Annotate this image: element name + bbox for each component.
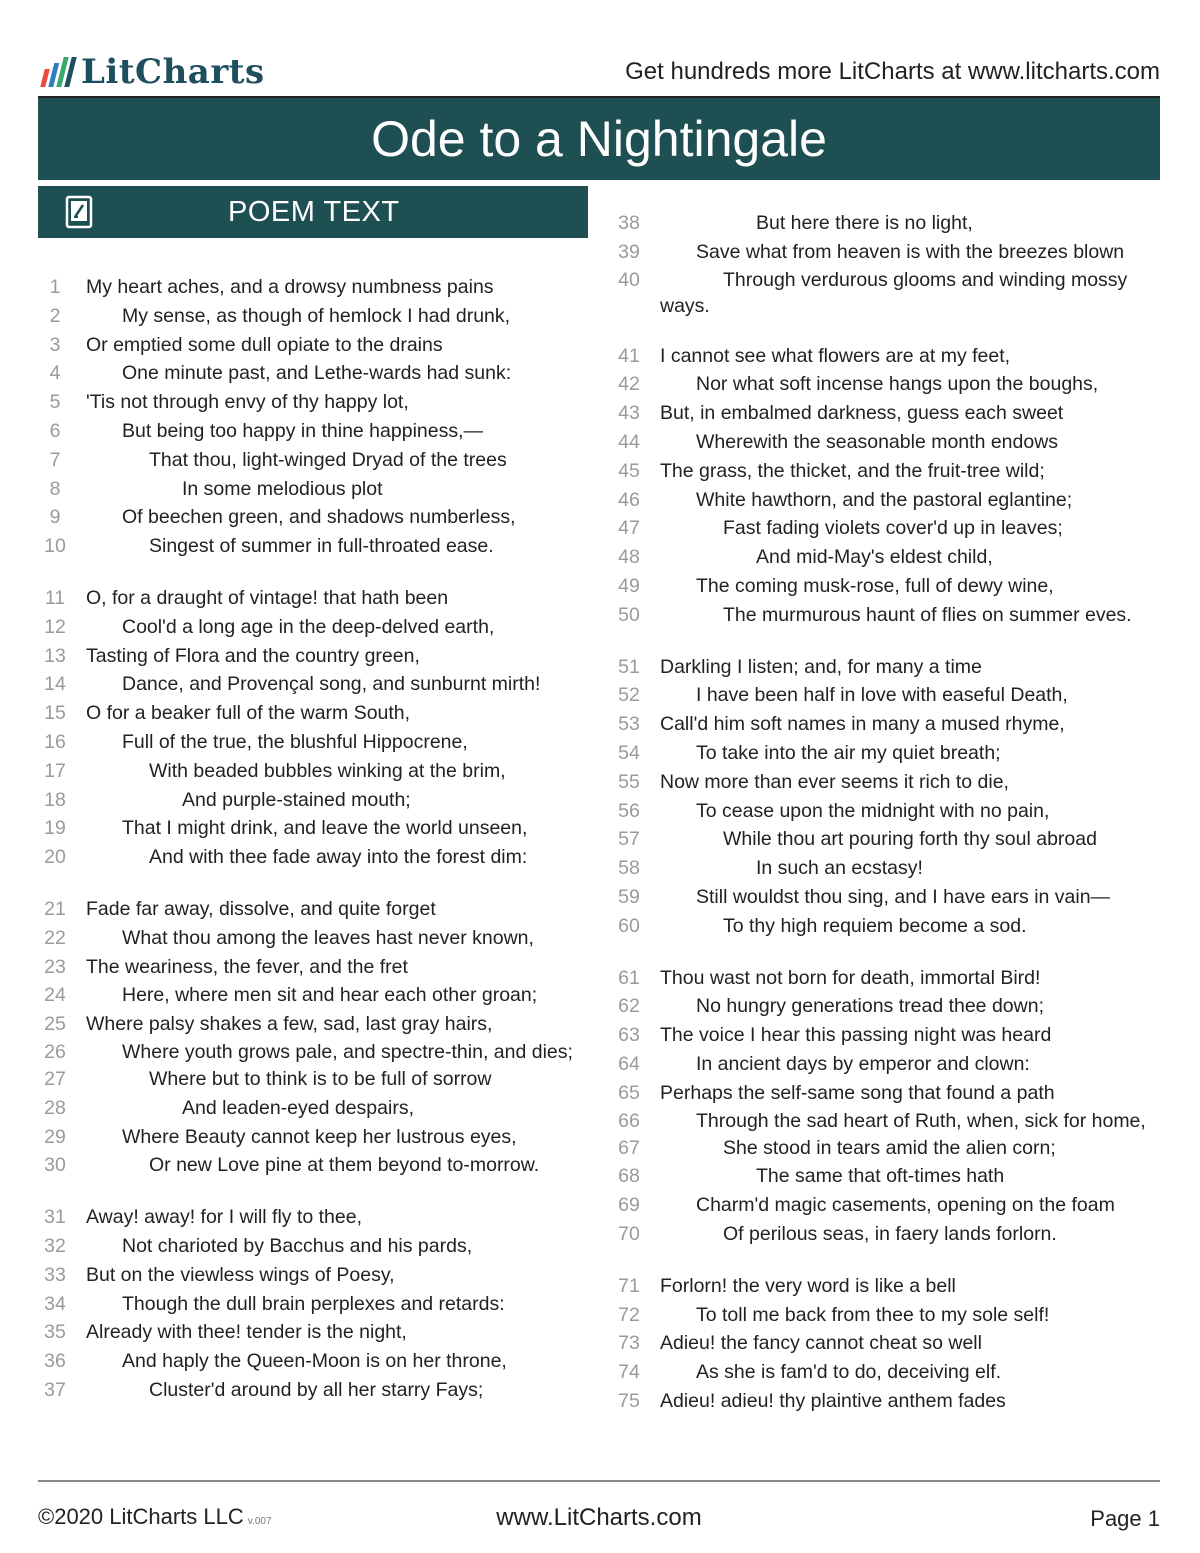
line-number: 2 — [49, 304, 61, 327]
line-text: 'Tis not through envy of thy happy lot, — [86, 391, 409, 414]
poem-line — [38, 981, 588, 1010]
line-number: 56 — [618, 799, 640, 822]
poem-line — [38, 699, 588, 728]
line-number: 73 — [618, 1332, 640, 1355]
line-text: And with thee fade away into the forest dim: — [149, 846, 528, 869]
line-text: But being too happy in thine happiness,— — [122, 419, 484, 442]
poem-line — [612, 1387, 1160, 1416]
line-text: Or new Love pine at them beyond to-morrow. — [149, 1154, 540, 1177]
line-number: 44 — [618, 430, 640, 453]
line-number: 58 — [618, 857, 640, 880]
poem-line — [38, 359, 588, 388]
line-number: 26 — [44, 1040, 66, 1063]
line-number: 38 — [618, 212, 640, 234]
page-header — [38, 44, 1160, 96]
line-text: My heart aches, and a drowsy numbness pains — [86, 276, 494, 298]
line-text: To thy high requiem become a sod. — [723, 914, 1027, 937]
line-text: Forlorn! the very word is like a bell — [660, 1274, 956, 1297]
logo-text: LitCharts — [81, 52, 265, 92]
line-number: 32 — [44, 1234, 66, 1257]
poem-line — [38, 1094, 588, 1123]
promo-text: Get hundreds more LitCharts at www.litcharts.com — [625, 58, 1160, 85]
line-text: I have been half in love with easeful Death, — [696, 684, 1068, 707]
line-text: In ancient days by emperor and clown: — [696, 1052, 1030, 1075]
poem-line — [612, 854, 1160, 883]
poem-line — [38, 1203, 588, 1232]
version-label: v.007 — [247, 1516, 272, 1527]
line-text: The grass, the thicket, and the fruit-tree wild; — [660, 459, 1045, 482]
line-text: The voice I hear this passing night was heard — [660, 1024, 1052, 1047]
line-text: Cluster'd around by all her starry Fays; — [149, 1378, 484, 1401]
poem-line — [38, 1347, 588, 1376]
poem-line — [612, 992, 1160, 1021]
poem-line — [612, 486, 1160, 515]
line-text: To take into the air my quiet breath; — [696, 741, 1001, 764]
line-number: 46 — [618, 488, 640, 511]
line-number: 16 — [44, 730, 66, 753]
poem-line — [612, 1301, 1160, 1330]
line-number: 35 — [44, 1321, 66, 1344]
poem-line — [612, 267, 1160, 319]
line-number: 59 — [618, 885, 640, 908]
line-number: 4 — [49, 362, 61, 385]
line-text: Here, where men sit and hear each other groan; — [122, 984, 538, 1007]
line-text: While thou art pouring forth thy soul abroad — [723, 828, 1097, 851]
line-number: 6 — [49, 419, 61, 442]
poem-line — [38, 757, 588, 786]
line-text: O for a beaker full of the warm South, — [86, 702, 411, 725]
line-number: 36 — [44, 1350, 66, 1373]
line-number: 7 — [49, 448, 61, 471]
line-number: 55 — [618, 770, 640, 793]
poem-line — [38, 728, 588, 757]
poem-line — [612, 912, 1160, 941]
line-text: Call'd him soft names in many a mused rhyme, — [660, 713, 1065, 736]
line-number: 29 — [44, 1125, 66, 1148]
line-text: And haply the Queen-Moon is on her throne, — [122, 1350, 507, 1373]
line-text: Fade far away, dissolve, and quite forget — [86, 897, 436, 920]
poem-line — [38, 1065, 588, 1094]
line-text: Where palsy shakes a few, sad, last gray hairs, — [86, 1013, 493, 1036]
poem-line — [38, 1376, 588, 1405]
poem-line — [612, 1191, 1160, 1220]
poem-line — [38, 1039, 588, 1065]
poem-line — [612, 1329, 1160, 1358]
poem-line — [38, 475, 588, 504]
line-number: 51 — [618, 655, 640, 678]
line-number: 11 — [44, 586, 66, 609]
line-text: Through verdurous glooms and winding mossy ways. — [660, 268, 1128, 317]
poem-line — [612, 342, 1160, 371]
poem-line — [38, 446, 588, 475]
line-text: Full of the true, the blushful Hippocrene, — [122, 730, 468, 753]
section-header — [38, 186, 588, 238]
line-number: 64 — [618, 1052, 640, 1075]
line-number: 54 — [618, 741, 640, 764]
poem-line — [38, 786, 588, 815]
poem-line — [38, 417, 588, 446]
line-number: 60 — [618, 914, 640, 937]
poem-line — [38, 1010, 588, 1039]
line-text: To cease upon the midnight with no pain, — [696, 799, 1050, 822]
poem-column-right — [612, 209, 1160, 1416]
line-number: 39 — [618, 240, 640, 263]
line-text: With beaded bubbles winking at the brim, — [149, 759, 506, 782]
line-number: 45 — [618, 459, 640, 482]
line-text: Adieu! the fancy cannot cheat so well — [660, 1332, 982, 1355]
poem-line — [38, 924, 588, 953]
line-number: 12 — [44, 615, 66, 638]
poem-line — [38, 388, 588, 417]
poem-line — [612, 601, 1160, 630]
poem-line — [612, 1079, 1160, 1108]
line-number: 66 — [618, 1109, 640, 1132]
line-text: To toll me back from thee to my sole self! — [696, 1303, 1050, 1326]
book-icon — [64, 195, 96, 229]
stanza-break — [38, 872, 588, 895]
line-text: And leaden-eyed despairs, — [182, 1096, 414, 1119]
poem-line — [38, 302, 588, 331]
stanza-break — [38, 561, 588, 584]
poem-line — [38, 814, 588, 843]
line-number: 17 — [44, 759, 66, 782]
line-text: But on the viewless wings of Poesy, — [86, 1263, 395, 1286]
line-text: Tasting of Flora and the country green, — [86, 644, 420, 667]
line-text: O, for a draught of vintage! that hath been — [86, 586, 449, 609]
footer-divider — [38, 1480, 1160, 1482]
line-number: 47 — [618, 517, 640, 540]
litcharts-logo[interactable] — [44, 52, 265, 92]
copyright-text: ©2020 LitCharts LLC — [38, 1504, 244, 1529]
line-number: 67 — [618, 1136, 640, 1159]
line-text: The weariness, the fever, and the fret — [86, 955, 408, 978]
poem-line — [38, 1151, 588, 1180]
line-text: The coming musk-rose, full of dewy wine, — [696, 574, 1054, 597]
poem-line — [38, 584, 588, 613]
poem-line — [38, 273, 588, 302]
poem-line — [612, 964, 1160, 993]
line-number: 21 — [44, 897, 66, 920]
line-number: 52 — [618, 684, 640, 707]
poem-line — [612, 739, 1160, 768]
stanza-break — [612, 1249, 1160, 1272]
poem-line — [38, 503, 588, 532]
poem-line — [38, 613, 588, 642]
poem-line — [38, 1123, 588, 1152]
line-number: 69 — [618, 1194, 640, 1217]
poem-line — [38, 642, 588, 671]
line-number: 40 — [618, 268, 640, 291]
line-text: Dance, and Provençal song, and sunburnt mirth! — [122, 673, 541, 696]
line-text: Still wouldst thou sing, and I have ears in vain— — [696, 885, 1111, 908]
line-number: 42 — [618, 373, 640, 396]
line-text: Wherewith the seasonable month endows — [696, 430, 1059, 453]
line-number: 5 — [49, 391, 61, 414]
poem-line — [612, 1134, 1160, 1163]
line-number: 19 — [44, 817, 66, 840]
line-number: 10 — [44, 535, 66, 558]
line-text: Now more than ever seems it rich to die, — [660, 770, 1009, 793]
line-number: 41 — [618, 344, 640, 367]
line-number: 75 — [618, 1389, 640, 1412]
line-number: 13 — [44, 644, 66, 667]
poem-line — [612, 797, 1160, 826]
poem-line — [38, 331, 588, 360]
line-text: I cannot see what flowers are at my feet, — [660, 344, 1011, 367]
line-number: 62 — [618, 995, 640, 1018]
line-text: Nor what soft incense hangs upon the boughs, — [696, 373, 1099, 396]
line-number: 63 — [618, 1024, 640, 1047]
poem-line — [38, 532, 588, 561]
line-text: Charm'd magic casements, opening on the foam — [696, 1194, 1115, 1217]
stanza-break — [612, 319, 1160, 342]
line-number: 20 — [44, 846, 66, 869]
poem-line — [612, 209, 1160, 238]
stanza-break — [38, 1180, 588, 1203]
stanza-break — [612, 630, 1160, 653]
poem-line — [612, 1272, 1160, 1301]
line-number: 22 — [44, 926, 66, 949]
line-text: That I might drink, and leave the world unseen, — [122, 817, 528, 840]
line-text: Where Beauty cannot keep her lustrous eyes, — [122, 1125, 517, 1148]
poem-line — [612, 370, 1160, 399]
line-text: The same that oft-times hath — [756, 1165, 1005, 1188]
page-number: Page 1 — [1090, 1506, 1160, 1531]
line-text: And purple-stained mouth; — [182, 788, 411, 811]
line-number: 1 — [49, 276, 61, 298]
poem-line — [612, 514, 1160, 543]
line-text: Thou wast not born for death, immortal Bird! — [660, 966, 1041, 989]
poem-line — [612, 399, 1160, 428]
poem-line — [612, 572, 1160, 601]
poem-line — [612, 1050, 1160, 1079]
line-text: Through the sad heart of Ruth, when, sick for home, — [696, 1109, 1146, 1132]
poem-line — [38, 1261, 588, 1290]
page-title: Ode to a Nightingale — [371, 111, 827, 167]
section-title: POEM TEXT — [228, 196, 400, 228]
line-text: Cool'd a long age in the deep-delved earth, — [122, 615, 495, 638]
line-number: 49 — [618, 574, 640, 597]
line-number: 68 — [618, 1165, 640, 1188]
poem-line — [612, 1108, 1160, 1134]
poem-line — [612, 825, 1160, 854]
line-number: 74 — [618, 1361, 640, 1384]
line-number: 70 — [618, 1222, 640, 1245]
poem-line — [612, 238, 1160, 267]
line-text: Not charioted by Bacchus and his pards, — [122, 1234, 473, 1257]
line-number: 3 — [49, 333, 61, 356]
line-number: 43 — [618, 402, 640, 425]
line-number: 34 — [44, 1292, 66, 1315]
line-text: In some melodious plot — [182, 477, 383, 500]
line-number: 65 — [618, 1081, 640, 1104]
line-number: 28 — [44, 1096, 66, 1119]
line-number: 61 — [618, 966, 640, 989]
poem-line — [612, 457, 1160, 486]
poem-line — [38, 953, 588, 982]
line-number: 33 — [44, 1263, 66, 1286]
poem-line — [612, 428, 1160, 457]
line-text: Of perilous seas, in faery lands forlorn. — [723, 1222, 1057, 1245]
line-text: Singest of summer in full-throated ease. — [149, 535, 494, 558]
poem-line — [612, 1162, 1160, 1191]
line-text: Of beechen green, and shadows numberless, — [122, 506, 516, 529]
poem-column-left — [38, 273, 588, 1405]
line-text: No hungry generations tread thee down; — [696, 995, 1044, 1018]
line-text: Where youth grows pale, and spectre-thin, and dies; — [122, 1040, 573, 1063]
line-text: Save what from heaven is with the breezes blown — [696, 240, 1125, 263]
title-banner — [38, 98, 1160, 180]
line-text: The murmurous haunt of flies on summer eves. — [723, 603, 1132, 626]
line-text: She stood in tears amid the alien corn; — [723, 1136, 1056, 1159]
line-text: What thou among the leaves hast never known, — [122, 926, 534, 949]
stanza-break — [612, 941, 1160, 964]
line-text: Or emptied some dull opiate to the drains — [86, 333, 443, 356]
poem-line — [38, 1318, 588, 1347]
poem-line — [612, 653, 1160, 682]
line-number: 48 — [618, 546, 640, 569]
line-text: Though the dull brain perplexes and retards: — [122, 1292, 505, 1315]
line-text: Perhaps the self-same song that found a path — [660, 1081, 1055, 1104]
line-text: Where but to think is to be full of sorrow — [149, 1067, 492, 1090]
line-text: And mid-May's eldest child, — [756, 546, 993, 569]
line-number: 25 — [44, 1013, 66, 1036]
poem-line — [38, 843, 588, 872]
poem-line — [612, 543, 1160, 572]
line-number: 27 — [44, 1067, 66, 1090]
poem-line — [612, 768, 1160, 797]
poem-line — [612, 1358, 1160, 1387]
line-number: 72 — [618, 1303, 640, 1326]
line-number: 37 — [44, 1378, 66, 1401]
line-number: 57 — [618, 828, 640, 851]
line-text: Darkling I listen; and, for many a time — [660, 655, 982, 678]
poem-line — [612, 1021, 1160, 1050]
line-number: 53 — [618, 713, 640, 736]
line-text: White hawthorn, and the pastoral eglantine; — [696, 488, 1073, 511]
poem-line — [38, 1290, 588, 1319]
line-number: 50 — [618, 603, 640, 626]
line-text: Already with thee! tender is the night, — [86, 1321, 407, 1344]
line-text: One minute past, and Lethe-wards had sunk: — [122, 362, 512, 385]
line-text: Fast fading violets cover'd up in leaves; — [723, 517, 1063, 540]
line-number: 9 — [49, 506, 61, 529]
poem-line — [612, 710, 1160, 739]
page-footer — [38, 1500, 1160, 1540]
line-text: Adieu! adieu! thy plaintive anthem fades — [660, 1389, 1006, 1412]
line-number: 71 — [618, 1274, 640, 1297]
line-number: 31 — [44, 1206, 66, 1229]
poem-line — [38, 670, 588, 699]
line-text: In such an ecstasy! — [756, 857, 923, 880]
line-text: My sense, as though of hemlock I had drunk, — [122, 304, 511, 327]
line-text: That thou, light-winged Dryad of the trees — [149, 448, 507, 471]
line-text: Away! away! for I will fly to thee, — [86, 1206, 362, 1229]
line-number: 24 — [44, 984, 66, 1007]
poem-line — [38, 1232, 588, 1261]
line-number: 30 — [44, 1154, 66, 1177]
line-text: As she is fam'd to do, deceiving elf. — [696, 1361, 1002, 1384]
line-number: 8 — [49, 477, 61, 500]
line-text: But, in embalmed darkness, guess each sweet — [660, 402, 1064, 425]
footer-site-link[interactable]: www.LitCharts.com — [496, 1504, 702, 1531]
line-number: 15 — [44, 702, 66, 725]
poem-line — [612, 681, 1160, 710]
line-number: 23 — [44, 955, 66, 978]
poem-line — [38, 895, 588, 924]
poem-line — [612, 1220, 1160, 1249]
line-text: But here there is no light, — [756, 212, 973, 234]
poem-line — [612, 883, 1160, 912]
line-number: 18 — [44, 788, 66, 811]
line-number: 14 — [44, 673, 66, 696]
logo-bars-icon — [40, 57, 76, 87]
